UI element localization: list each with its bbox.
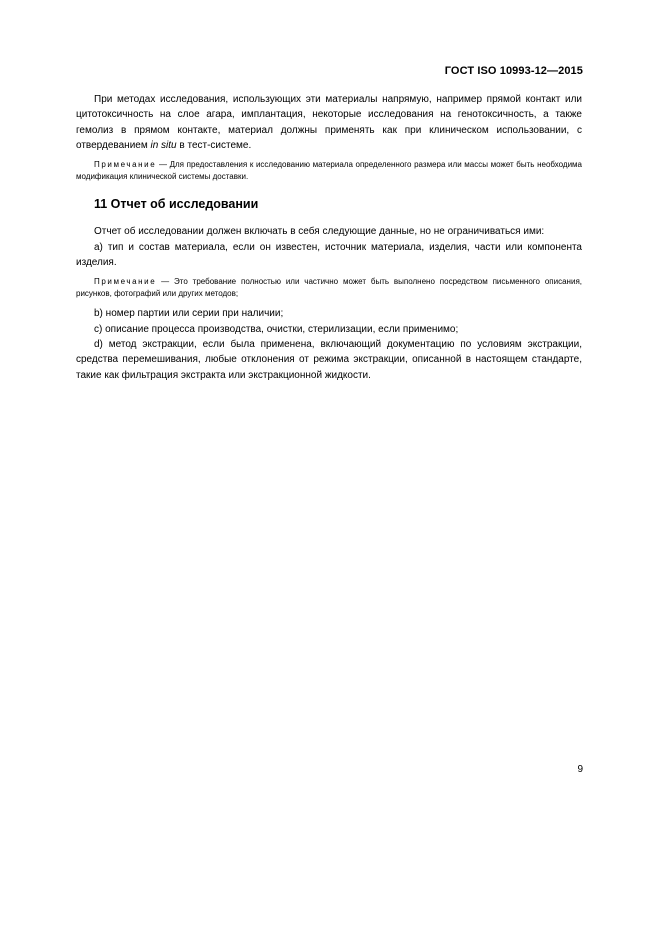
paragraph-methods [76, 92, 582, 153]
list-item-b: b) номер партии или серии при наличии; [94, 308, 284, 320]
list-item-d: d) метод экстракции, если была применена, включающий документацию по условиям экстракции, средства перемешивания, любые отклонения от режима экстракции, описанной в настоящем стандарте, такие как фильтрация экстракта или экстракционной жидкости. [76, 338, 582, 381]
paragraph-methods-italic: in situ [150, 139, 177, 151]
section-intro: Отчет об исследовании должен включать в себя следующие данные, но не ограничиваться ими: [94, 226, 545, 238]
list-item-a: a) тип и состав материала, если он известен, источник материала, изделия, части или компонента изделия. [76, 241, 582, 269]
page-content [76, 92, 582, 383]
note-label: Примечание [94, 160, 157, 170]
note-label: Примечание [94, 277, 157, 287]
page-number: 9 [577, 764, 583, 775]
note-report [76, 276, 582, 300]
note-text: — Для предоставления к исследованию материала определенного размера или массы может быть необходима модификация клинической системы доставки. [76, 160, 582, 182]
document-id: ГОСТ ISO 10993-12—2015 [444, 65, 583, 77]
section-title: 11 Отчет об исследовании [94, 197, 259, 212]
note-text: — Это требование полностью или частично может быть выполнено посредством письменного описания, рисунков, фотографий или других методов; [76, 277, 582, 299]
paragraph-methods-tail: в тест-системе. [176, 139, 252, 151]
paragraph-methods-text: При методах исследования, использующих эти материалы напрямую, например прямой контакт или цитотоксичность на слое агара, имплантация, некоторые исследования на генотоксичность, а также гемолиз в прямом контакте, материал должны применять как при клиническом использовании, с отвердеванием [76, 94, 582, 151]
list-item-c: c) описание процесса производства, очистки, стерилизации, если применимо; [94, 323, 459, 335]
note-delivery-system [76, 159, 582, 183]
